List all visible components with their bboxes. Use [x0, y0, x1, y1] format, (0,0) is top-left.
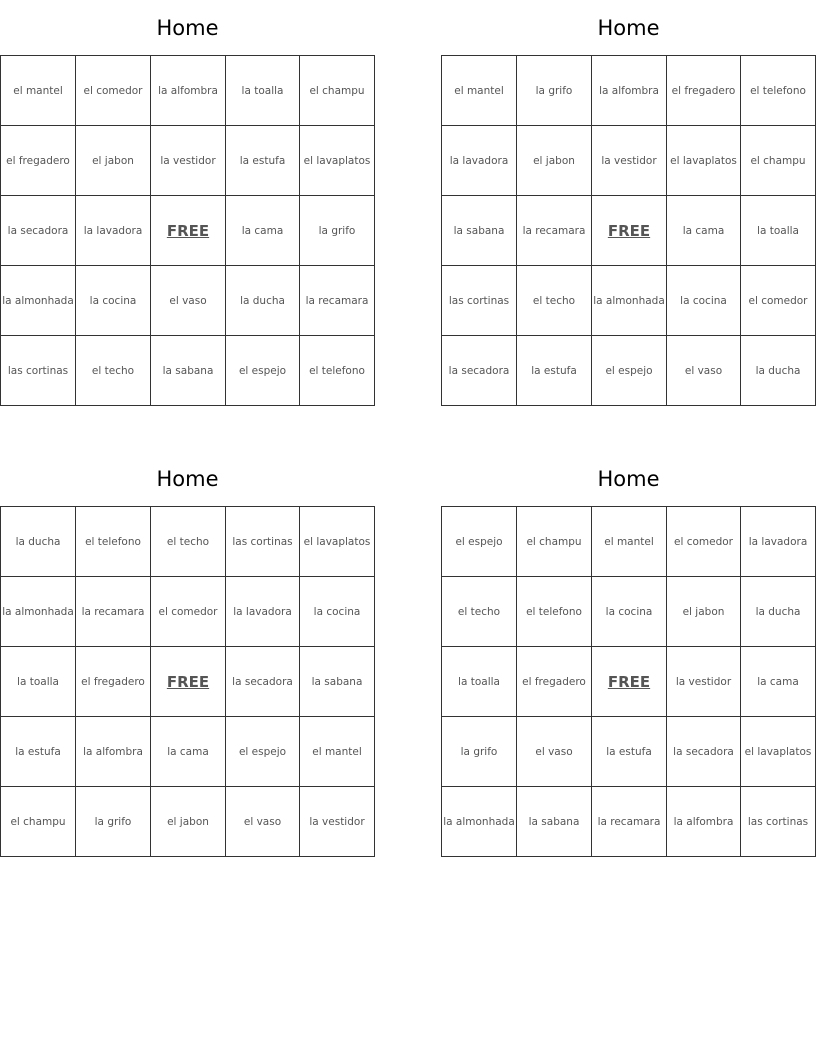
bingo-cell: la sabana [517, 787, 592, 857]
bingo-cell: la secadora [667, 717, 741, 787]
bingo-cell: la lavadora [442, 126, 517, 196]
bingo-cell: la alfombra [592, 56, 667, 126]
bingo-cell: el techo [76, 336, 151, 406]
bingo-cell: el vaso [667, 336, 741, 406]
free-space: FREE [592, 196, 667, 266]
bingo-cell: las cortinas [442, 266, 517, 336]
bingo-cell: la ducha [226, 266, 300, 336]
bingo-cell: el vaso [517, 717, 592, 787]
bingo-cell: la ducha [741, 336, 816, 406]
bingo-grid [441, 506, 816, 857]
bingo-cell: el fregadero [667, 56, 741, 126]
bingo-cell: el espejo [442, 507, 517, 577]
card-title: Home [597, 467, 660, 491]
bingo-cell: la sabana [300, 647, 375, 717]
bingo-cell: el techo [517, 266, 592, 336]
bingo-cell: la sabana [151, 336, 226, 406]
bingo-cell: el mantel [1, 56, 76, 126]
bingo-cell: el techo [442, 577, 517, 647]
bingo-cell: la estufa [1, 717, 76, 787]
bingo-cell: el mantel [442, 56, 517, 126]
bingo-cell: la recamara [517, 196, 592, 266]
bingo-cell: el mantel [300, 717, 375, 787]
bingo-cell: la lavadora [76, 196, 151, 266]
bingo-cell: el champu [1, 787, 76, 857]
bingo-cell: la cocina [592, 577, 667, 647]
bingo-cell: el telefono [741, 56, 816, 126]
bingo-cell: el jabon [76, 126, 151, 196]
bingo-cell: el lavaplatos [741, 717, 816, 787]
card-title: Home [597, 16, 660, 40]
bingo-cell: la toalla [226, 56, 300, 126]
bingo-cell: la alfombra [76, 717, 151, 787]
bingo-cell: la cocina [76, 266, 151, 336]
bingo-cell: el mantel [592, 507, 667, 577]
bingo-cell: la cama [151, 717, 226, 787]
free-space: FREE [151, 196, 226, 266]
bingo-cell: la secadora [1, 196, 76, 266]
bingo-cell: la vestidor [667, 647, 741, 717]
bingo-grid [0, 55, 375, 406]
bingo-card-3 [0, 451, 375, 857]
card-title: Home [156, 467, 219, 491]
bingo-cell: el champu [741, 126, 816, 196]
bingo-card-4 [441, 451, 816, 857]
bingo-grid [0, 506, 375, 857]
bingo-card-1 [0, 0, 375, 406]
bingo-cell: la almonhada [442, 787, 517, 857]
bingo-cell: la grifo [442, 717, 517, 787]
bingo-cell: el jabon [667, 577, 741, 647]
bingo-cell: el lavaplatos [300, 507, 375, 577]
bingo-cell: la recamara [76, 577, 151, 647]
bingo-cell: la cama [741, 647, 816, 717]
free-space: FREE [151, 647, 226, 717]
bingo-cell: el lavaplatos [300, 126, 375, 196]
bingo-cell: la toalla [741, 196, 816, 266]
bingo-cell: las cortinas [741, 787, 816, 857]
bingo-cell: el techo [151, 507, 226, 577]
bingo-cell: el comedor [741, 266, 816, 336]
bingo-cell: la vestidor [592, 126, 667, 196]
bingo-cell: el vaso [226, 787, 300, 857]
bingo-cell: el espejo [226, 336, 300, 406]
bingo-cell: el jabon [517, 126, 592, 196]
bingo-cell: la secadora [226, 647, 300, 717]
bingo-cell: la lavadora [741, 507, 816, 577]
bingo-cell: la cama [667, 196, 741, 266]
bingo-cell: el fregadero [517, 647, 592, 717]
bingo-cell: la recamara [592, 787, 667, 857]
bingo-cell: la vestidor [151, 126, 226, 196]
bingo-cell: el telefono [300, 336, 375, 406]
card-title: Home [156, 16, 219, 40]
bingo-cell: la estufa [226, 126, 300, 196]
bingo-cell: la grifo [517, 56, 592, 126]
bingo-cell: la ducha [741, 577, 816, 647]
bingo-cell: la estufa [592, 717, 667, 787]
bingo-cell: la grifo [300, 196, 375, 266]
bingo-cell: la grifo [76, 787, 151, 857]
bingo-cell: la almonhada [1, 577, 76, 647]
bingo-cell: la cocina [667, 266, 741, 336]
bingo-cell: la almonhada [592, 266, 667, 336]
bingo-cell: la recamara [300, 266, 375, 336]
bingo-cell: la toalla [442, 647, 517, 717]
bingo-cell: el telefono [76, 507, 151, 577]
bingo-cell: el jabon [151, 787, 226, 857]
bingo-cell: la estufa [517, 336, 592, 406]
bingo-cell: la ducha [1, 507, 76, 577]
bingo-grid [441, 55, 816, 406]
bingo-cell: la toalla [1, 647, 76, 717]
bingo-cell: el lavaplatos [667, 126, 741, 196]
bingo-cell: el champu [300, 56, 375, 126]
bingo-cell: el comedor [667, 507, 741, 577]
bingo-cell: la cocina [300, 577, 375, 647]
bingo-cell: la alfombra [151, 56, 226, 126]
bingo-cell: el comedor [76, 56, 151, 126]
bingo-cell: el vaso [151, 266, 226, 336]
bingo-cell: las cortinas [226, 507, 300, 577]
bingo-cell: la vestidor [300, 787, 375, 857]
bingo-cell: la sabana [442, 196, 517, 266]
bingo-cell: la alfombra [667, 787, 741, 857]
bingo-cell: el espejo [592, 336, 667, 406]
bingo-cell: la almonhada [1, 266, 76, 336]
bingo-cell: la cama [226, 196, 300, 266]
free-space: FREE [592, 647, 667, 717]
bingo-cell: el champu [517, 507, 592, 577]
bingo-cell: el telefono [517, 577, 592, 647]
bingo-cell: el comedor [151, 577, 226, 647]
bingo-cell: el espejo [226, 717, 300, 787]
bingo-cell: las cortinas [1, 336, 76, 406]
bingo-cell: la secadora [442, 336, 517, 406]
bingo-cell: el fregadero [76, 647, 151, 717]
bingo-card-2 [441, 0, 816, 406]
bingo-cell: el fregadero [1, 126, 76, 196]
bingo-cell: la lavadora [226, 577, 300, 647]
